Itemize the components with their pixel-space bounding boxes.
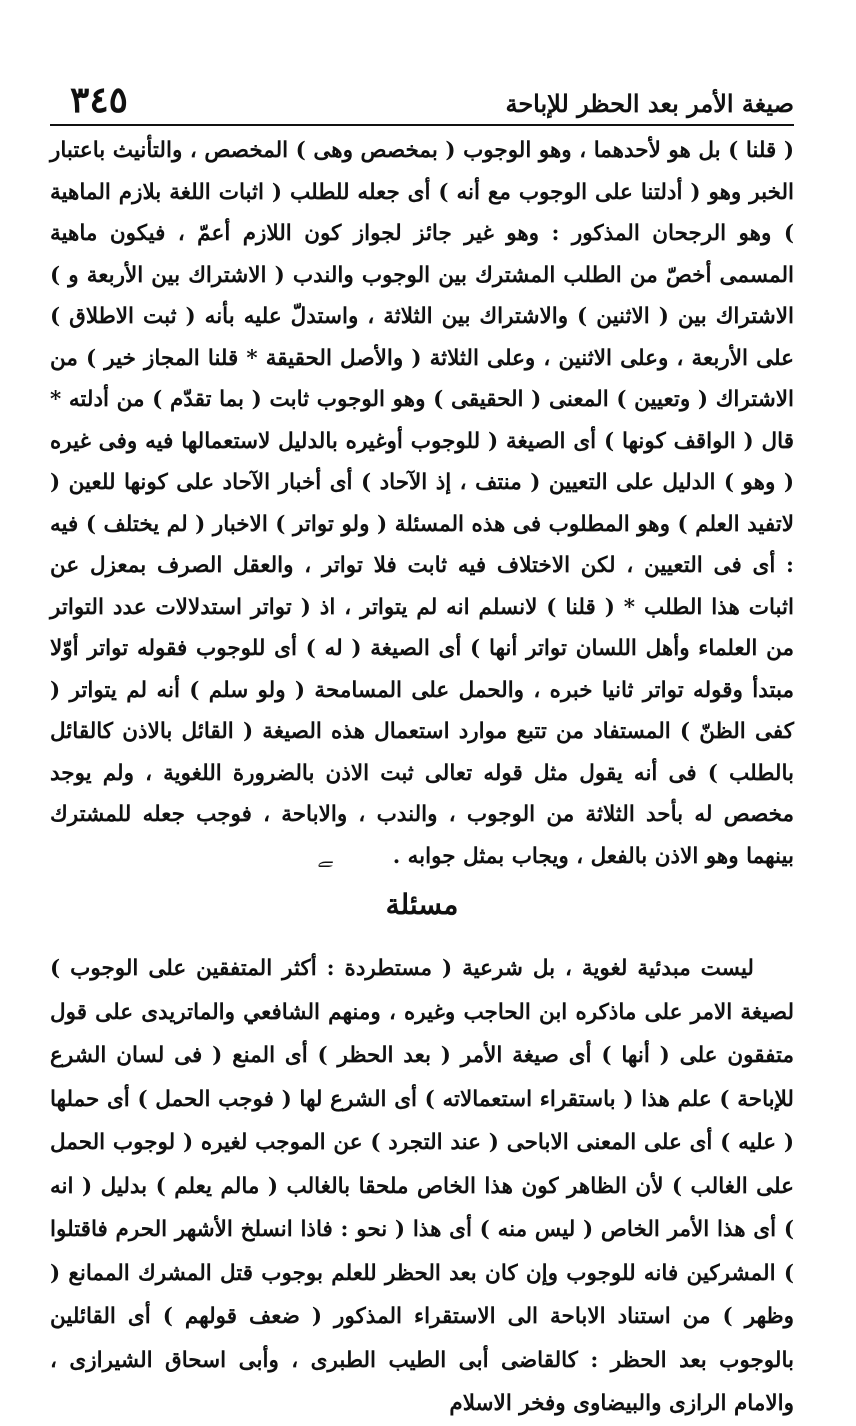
paragraph-1: [50, 130, 794, 877]
end-ornament-icon: ﮯ: [317, 843, 333, 869]
paragraph-2: ليست مبدئية لغوية ، بل شرعية ( مستطردة : أكثر المتفقين على الوجوب ) لصيغة الامر على ماذكره ابن الحاجب وغيره ، ومنهم الشافعي والماتريدى على قول متفقون على ( أنها ) أى صيغة الأمر ( بعد الحظر ) أى المنع ( فى لسان الشرع للإباحة ) علم هذا ( باستقراء استعمالاته ) أى الشرع لها ( فوجب الحمل ) أى حملها ( عليه ) أى على المعنى الاباحى ( عند التجرد ) عن الموجب لغيره ( لوجوب الحمل على الغالب ) لأن الظاهر كون هذا الخاص ملحقا بالغالب ( مالم يعلم ) بدليل ( انه ) أى هذا الأمر الخاص ( ليس منه ) أى هذا ( نحو : فاذا انسلخ الأشهر الحرم فاقتلوا ) المشركين فانه للوجوب وإن كان بعد الحظر للعلم بوجوب قتل المشرك الممانع ( وظهر ) من استناد الاباحة الى الاستقراء المذكور ( ضعف قولهم ) أى القائلين بالوجوب بعد الحظر : كالقاضى أبى الطيب الطبرى ، وأبى اسحاق الشيرازى ، والامام الرازى والبيضاوى وفخر الاسلام: [50, 956, 794, 1416]
section-heading: مسئلة: [385, 888, 459, 921]
paragraph-1-text: ( قلنا ) بل هو لأحدهما ، وهو الوجوب ( بمخصص وهى ) المخصص ، والتأنيث باعتبار الخبر وهو ( أدلتنا على الوجوب مع أنه ) أى جعله للطلب ( اثبات اللغة بلازم الماهية ) وهو الرجحان المذكور : وهو غير جائز لجواز كون اللازم أعمّ ، فيكون ماهية المسمى أخصّ من الطلب المشترك بين الوجوب والندب ( الاشتراك بين الأربعة و ) الاشتراك بين ( الاثنين ) والاشتراك بين الثلاثة ، واستدلّ عليه بأنه ( ثبت الاطلاق ) على الأربعة ، وعلى الاثنين ، وعلى الثلاثة ( والأصل الحقيقة * قلنا المجاز خير ) من الاشتراك ( وتعيين ) المعنى ( الحقيقى ) وهو الوجوب ثابت ( بما تقدّم ) من أدلته * قال ( الواقف كونها ) أى الصيغة ( للوجوب أوغيره بالدليل لاستعمالها فيه وفى غيره ( وهو ) الدليل على التعيين ( منتف ، إذ الآحاد ) أى أخبار الآحاد على كونها للعين ( لاتفيد العلم ) وهو المطلوب فى هذه المسئلة ( ولو تواتر ) الاخبار ( لم يختلف ) فيه : أى فى التعيين ، لكن الاختلاف فيه ثابت فلا تواتر ، والعقل الصرف بمعزل عن اثبات هذا الطلب * ( قلنا ) لانسلم انه لم يتواتر ، اذ ( تواتر استدلالات عدد التواتر من العلماء وأهل اللسان تواتر أنها ) أى الصيغة ( له ) أى للوجوب فقوله تواتر أوّلا مبتدأ وقوله تواتر ثانيا خبره ، والحمل على المسامحة ( ولو سلم ) أنه لم يتواتر ( كفى الظنّ ) المستفاد من تتبع موارد استعمال هذه الصيغة ( القائل بالاذن كالقائل بالطلب ) فى أنه يقول مثل قوله تعالى ثبت الاذن بالضرورة اللغوية ، ولم يوجد مخصص له بأحد الثلاثة من الوجوب ، والندب ، والاباحة ، فوجب جعله للمشترك بينهما وهو الاذن بالفعل ، ويجاب بمثل جوابه .: [50, 138, 794, 869]
header-rule: [50, 124, 794, 126]
running-title: صيغة الأمر بعد الحظر للإباحة: [505, 89, 794, 118]
page-number: ٣٤٥: [70, 79, 129, 121]
body-text: [50, 130, 794, 1426]
page-header: [50, 68, 794, 124]
